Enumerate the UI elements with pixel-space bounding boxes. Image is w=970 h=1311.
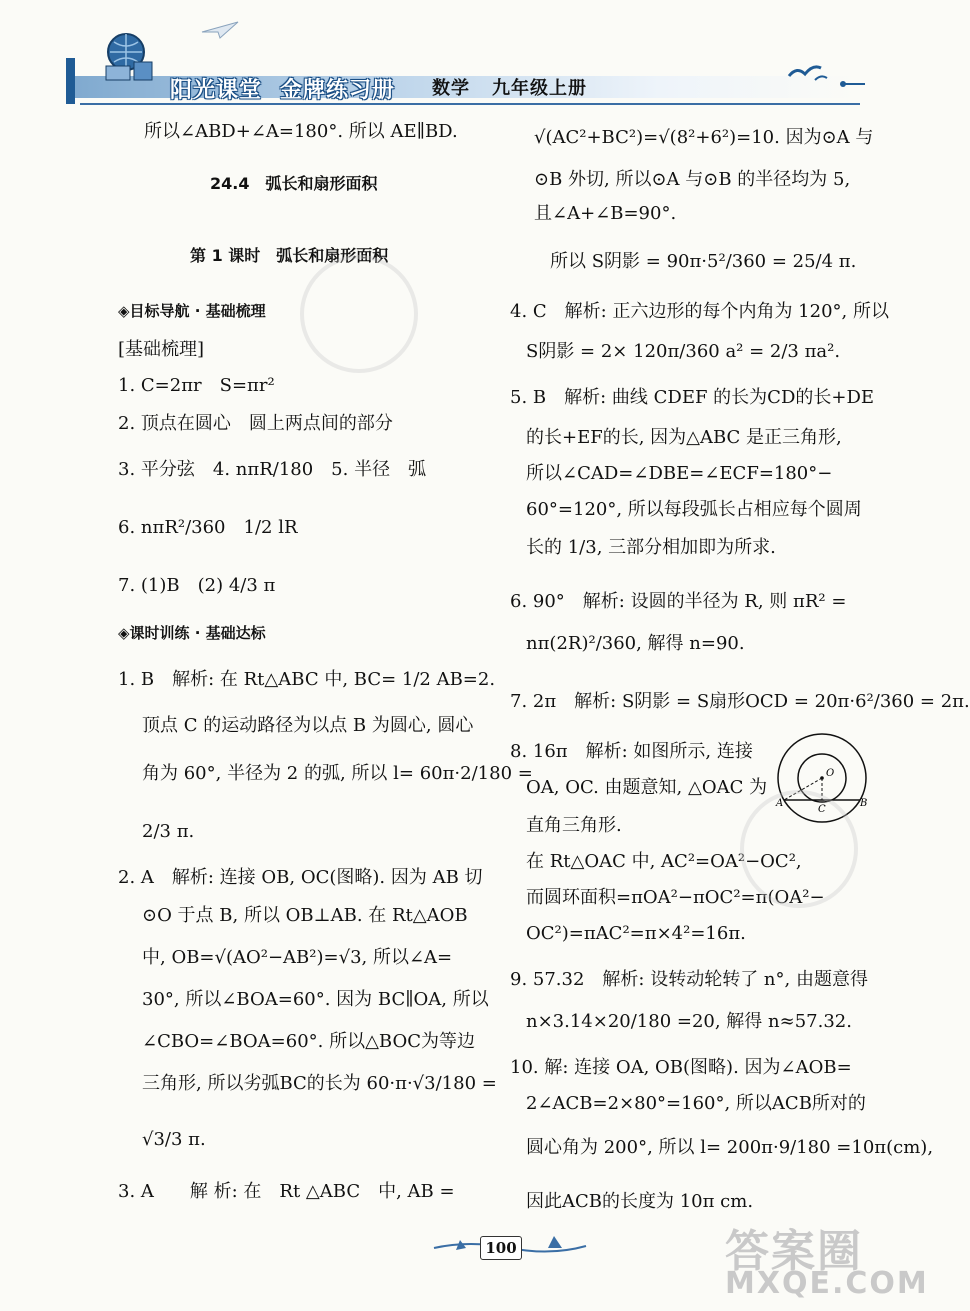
page-header: [0, 0, 900, 118]
answer-line: 且∠A+∠B=90°.: [534, 203, 677, 224]
answer-line: OC²)=πAC²=π×4²=16π.: [526, 923, 746, 944]
paper-plane-icon: [200, 20, 240, 40]
answer-line: 因此ACB的长度为 10π cm.: [526, 1191, 754, 1212]
answer-line: 的长+EF的长, 因为△ABC 是正三角形,: [526, 427, 842, 448]
answer-line: 在 Rt△OAC 中, AC²=OA²−OC²,: [526, 851, 802, 872]
subject-label: 数学: [432, 78, 470, 99]
header-rule: [80, 103, 860, 105]
answer-line: 3. A 解 析: 在 Rt △ABC 中, AB =: [118, 1181, 455, 1202]
answer-line: nπ(2R)²/360, 解得 n=90.: [526, 633, 745, 654]
figure-label-c: C: [818, 804, 826, 815]
answer-line: S阴影 = 2× 120π/360 a² = 2/3 πa².: [526, 341, 841, 362]
figure-label-b: B: [860, 798, 868, 809]
subject-grade: [432, 74, 587, 100]
answer-line: 中, OB=√(AO²−AB²)=√3, 所以∠A=: [142, 947, 453, 968]
answer-line: 9. 57.32 解析: 设转动轮转了 n°, 由题意得: [510, 969, 868, 990]
answer-line: 三角形, 所以劣弧BC的长为 60·π·√3/180 =: [142, 1073, 497, 1094]
answer-line: 8. 16π 解析: 如图所示, 连接: [510, 741, 753, 762]
answer-line: 所以∠CAD=∠DBE=∠ECF=180°−: [526, 463, 833, 484]
answer-line: 圆心角为 200°, 所以 l= 200π·9/180 =10π(cm),: [526, 1137, 934, 1158]
answer-line: 2. A 解析: 连接 OB, OC(图略). 因为 AB 切: [118, 867, 483, 888]
answer-line: 4. C 解析: 正六边形的每个内角为 120°, 所以: [510, 301, 889, 322]
answer-line: 1. C=2πr S=πr²: [118, 375, 275, 396]
header-strip: [66, 58, 75, 104]
answer-line: 而圆环面积=πOA²−πOC²=π(OA²−: [526, 887, 825, 908]
brand-part2: 金牌练习册: [280, 78, 396, 103]
answer-line: 7. 2π 解析: S阴影 = S扇形OCD = 20π·6²/360 = 2π.: [510, 691, 970, 712]
answer-line: 3. 平分弦 4. nπR/180 5. 半径 弧: [118, 459, 427, 480]
birds-icon: [785, 54, 865, 94]
brand-part1: 阳光课堂: [170, 78, 263, 103]
text-line: 所以∠ABD+∠A=180°. 所以 AE∥BD.: [144, 121, 458, 142]
section-nav-goals: ◈目标导航 · 基础梳理: [118, 302, 266, 320]
answer-line: 7. (1)B (2) 4/3 π: [118, 575, 276, 596]
answer-line: 6. nπR²/360 1/2 lR: [118, 517, 298, 538]
answer-line: 所以 S阴影 = 90π·5²/360 = 25/4 π.: [550, 251, 857, 272]
page-number: 100: [480, 1236, 522, 1260]
answer-line: √(AC²+BC²)=√(8²+6²)=10. 因为⊙A 与: [534, 127, 874, 148]
faint-stamp: [740, 790, 858, 908]
answer-line: 60°=120°, 所以每段弧长占相应每个圆周: [526, 499, 862, 520]
answer-line: √3/3 π.: [142, 1129, 206, 1150]
answer-line: 2/3 π.: [142, 821, 195, 842]
answer-line: 5. B 解析: 曲线 CDEF 的长为CD的长+DE: [510, 387, 875, 408]
watermark-logo: 答案圈: [725, 1226, 863, 1277]
answer-line: 1. B 解析: 在 Rt△ABC 中, BC= 1/2 AB=2.: [118, 669, 496, 690]
answer-line: 角为 60°, 半径为 2 的弧, 所以 l= 60π·2/180 =: [142, 763, 533, 784]
answer-line: 直角三角形.: [526, 815, 622, 836]
figure-label-a: A: [776, 798, 784, 809]
bracket-heading: [基础梳理]: [118, 339, 205, 360]
answer-line: ∠CBO=∠BOA=60°. 所以△BOC为等边: [142, 1031, 476, 1052]
answer-line: 10. 解: 连接 OA, OB(图略). 因为∠AOB=: [510, 1057, 852, 1078]
answer-line: 长的 1/3, 三部分相加即为所求.: [526, 537, 776, 558]
answer-line: 30°, 所以∠BOA=60°. 因为 BC∥OA, 所以: [142, 989, 489, 1010]
answer-line: n×3.14×20/180 =20, 解得 n≈57.32.: [526, 1011, 852, 1032]
section-nav-practice: ◈课时训练 · 基础达标: [118, 624, 266, 642]
answer-line: ⊙B 外切, 所以⊙A 与⊙B 的半径均为 5,: [534, 169, 851, 190]
answer-line: 6. 90° 解析: 设圆的半径为 R, 则 πR² =: [510, 591, 847, 612]
globe-icon: [100, 28, 156, 84]
answer-line: 2∠ACB=2×80°=160°, 所以ACB所对的: [526, 1093, 866, 1114]
figure-label-o: O: [826, 768, 835, 779]
answer-line: OA, OC. 由题意知, △OAC 为: [526, 777, 768, 798]
watermark-url: MXQE.COM: [725, 1266, 929, 1301]
grade-label: 九年级上册: [492, 78, 587, 99]
answer-line: ⊙O 于点 B, 所以 OB⊥AB. 在 Rt△AOB: [142, 905, 468, 926]
series-brand: [170, 73, 395, 104]
answer-line: 2. 顶点在圆心 圆上两点间的部分: [118, 413, 393, 434]
faint-stamp: [300, 255, 418, 373]
lesson-title: 第 1 课时 弧长和扇形面积: [190, 246, 389, 265]
answer-line: 顶点 C 的运动路径为以点 B 为圆心, 圆心: [142, 715, 474, 736]
section-title: 24.4 弧长和扇形面积: [210, 174, 378, 193]
